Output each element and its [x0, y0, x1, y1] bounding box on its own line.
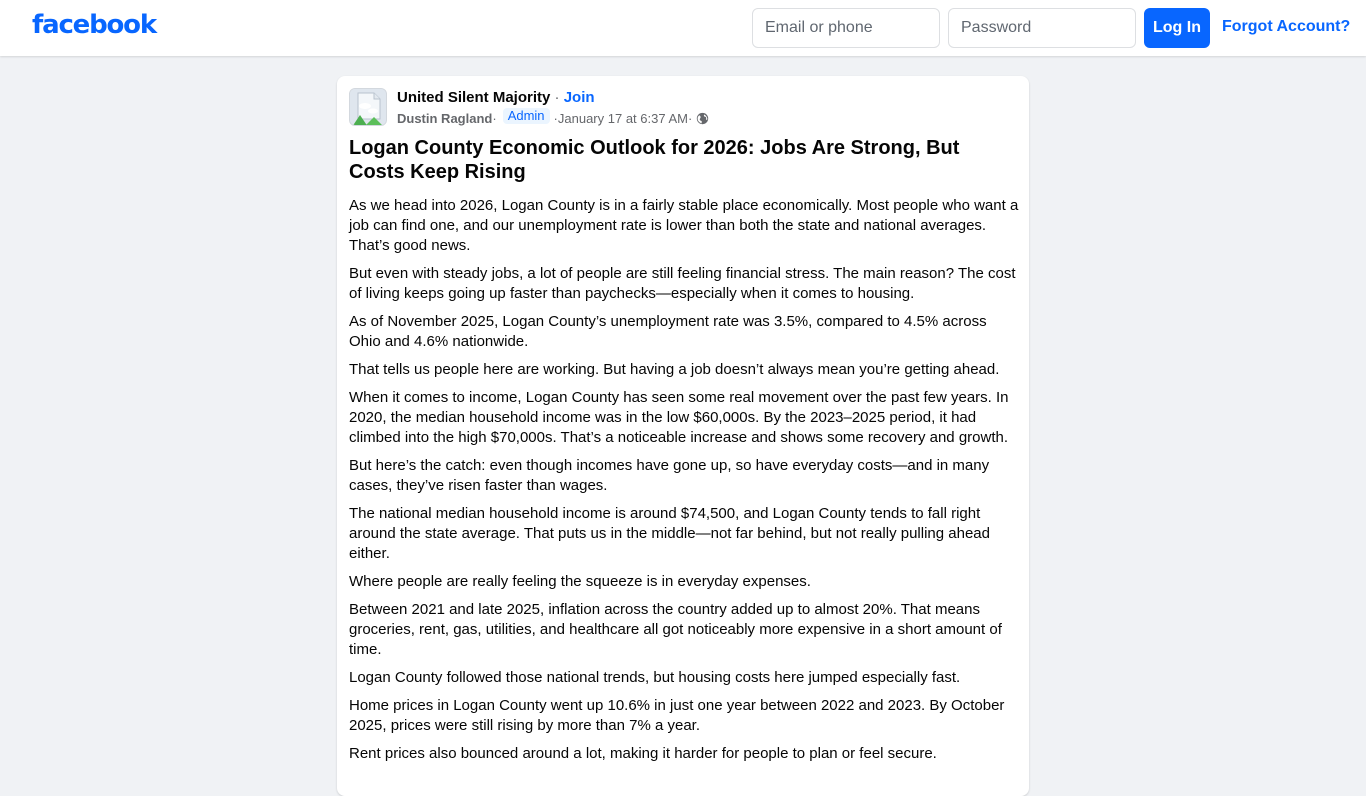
post-card	[337, 76, 1029, 796]
post-paragraph: Between 2021 and late 2025, inflation across the country added up to almost 20%. That means groceries, rent, gas, utilities, and healthcare all got noticeably more expensive in a short amount of time.	[349, 601, 1002, 658]
top-navigation-bar	[0, 0, 1366, 56]
author-name-link[interactable]: Dustin Ragland	[397, 110, 493, 126]
post-paragraph: That tells us people here are working. But having a job doesn’t always mean you’re getting ahead.	[349, 361, 1000, 378]
post-paragraph: When it comes to income, Logan County has seen some real movement over the past few years. In 2020, the median household income was in the low $60,000s. By the 2023–2025 period, it had climbed into the high $70,000s. That’s a noticeable increase and shows some recovery and growth.	[349, 389, 1009, 446]
separator: ·	[492, 110, 497, 126]
join-group-link[interactable]: Join	[563, 89, 595, 106]
facebook-logo[interactable]: facebook	[32, 10, 156, 40]
group-avatar[interactable]	[349, 88, 387, 126]
post-body	[349, 196, 1019, 772]
separator: ·	[550, 89, 564, 106]
separator: ·	[687, 110, 693, 126]
broken-image-icon	[350, 89, 387, 126]
post-paragraph: As we head into 2026, Logan County is in a fairly stable place economically. Most people who want a job can find one, and our unemployment rate is lower than both the state and national averages. That’s good news.	[349, 197, 1019, 254]
group-header	[397, 89, 595, 106]
post-paragraph: As of November 2025, Logan County’s unemployment rate was 3.5%, compared to 4.5% across Ohio and 4.6% nationwide.	[349, 313, 987, 350]
admin-badge: Admin	[503, 108, 550, 124]
post-timestamp-link[interactable]: January 17 at 6:37 AM	[557, 110, 688, 126]
post-title: Logan County Economic Outlook for 2026: Jobs Are Strong, But Costs Keep Rising	[349, 137, 960, 183]
post-paragraph: Rent prices also bounced around a lot, making it harder for people to plan or feel secure.	[349, 745, 937, 762]
post-meta	[397, 110, 709, 126]
post-paragraph: But here’s the catch: even though incomes have gone up, so have everyday costs—and in many cases, they’ve risen faster than wages.	[349, 457, 990, 494]
post-paragraph: The national median household income is around $74,500, and Logan County tends to fall right around the state average. That puts us in the middle—not far behind, but not really pulling ahead either.	[349, 505, 990, 562]
separator: ·	[553, 110, 558, 126]
forgot-account-link[interactable]: Forgot Account?	[1222, 18, 1351, 35]
password-input[interactable]	[948, 8, 1136, 48]
globe-icon	[696, 112, 709, 125]
post-paragraph: Where people are really feeling the squeeze is in everyday expenses.	[349, 573, 811, 590]
group-name-link[interactable]: United Silent Majority	[397, 89, 551, 106]
post-paragraph: Home prices in Logan County went up 10.6% in just one year between 2022 and 2023. By October 2025, prices were still rising by more than 7% a year.	[349, 697, 1005, 734]
post-paragraph: Logan County followed those national trends, but housing costs here jumped especially fast.	[349, 669, 961, 686]
post-paragraph: But even with steady jobs, a lot of people are still feeling financial stress. The main reason? The cost of living keeps going up faster than paychecks—especially when it comes to housing.	[349, 265, 1016, 302]
email-or-phone-input[interactable]	[752, 8, 940, 48]
log-in-button[interactable]: Log In	[1144, 8, 1210, 48]
